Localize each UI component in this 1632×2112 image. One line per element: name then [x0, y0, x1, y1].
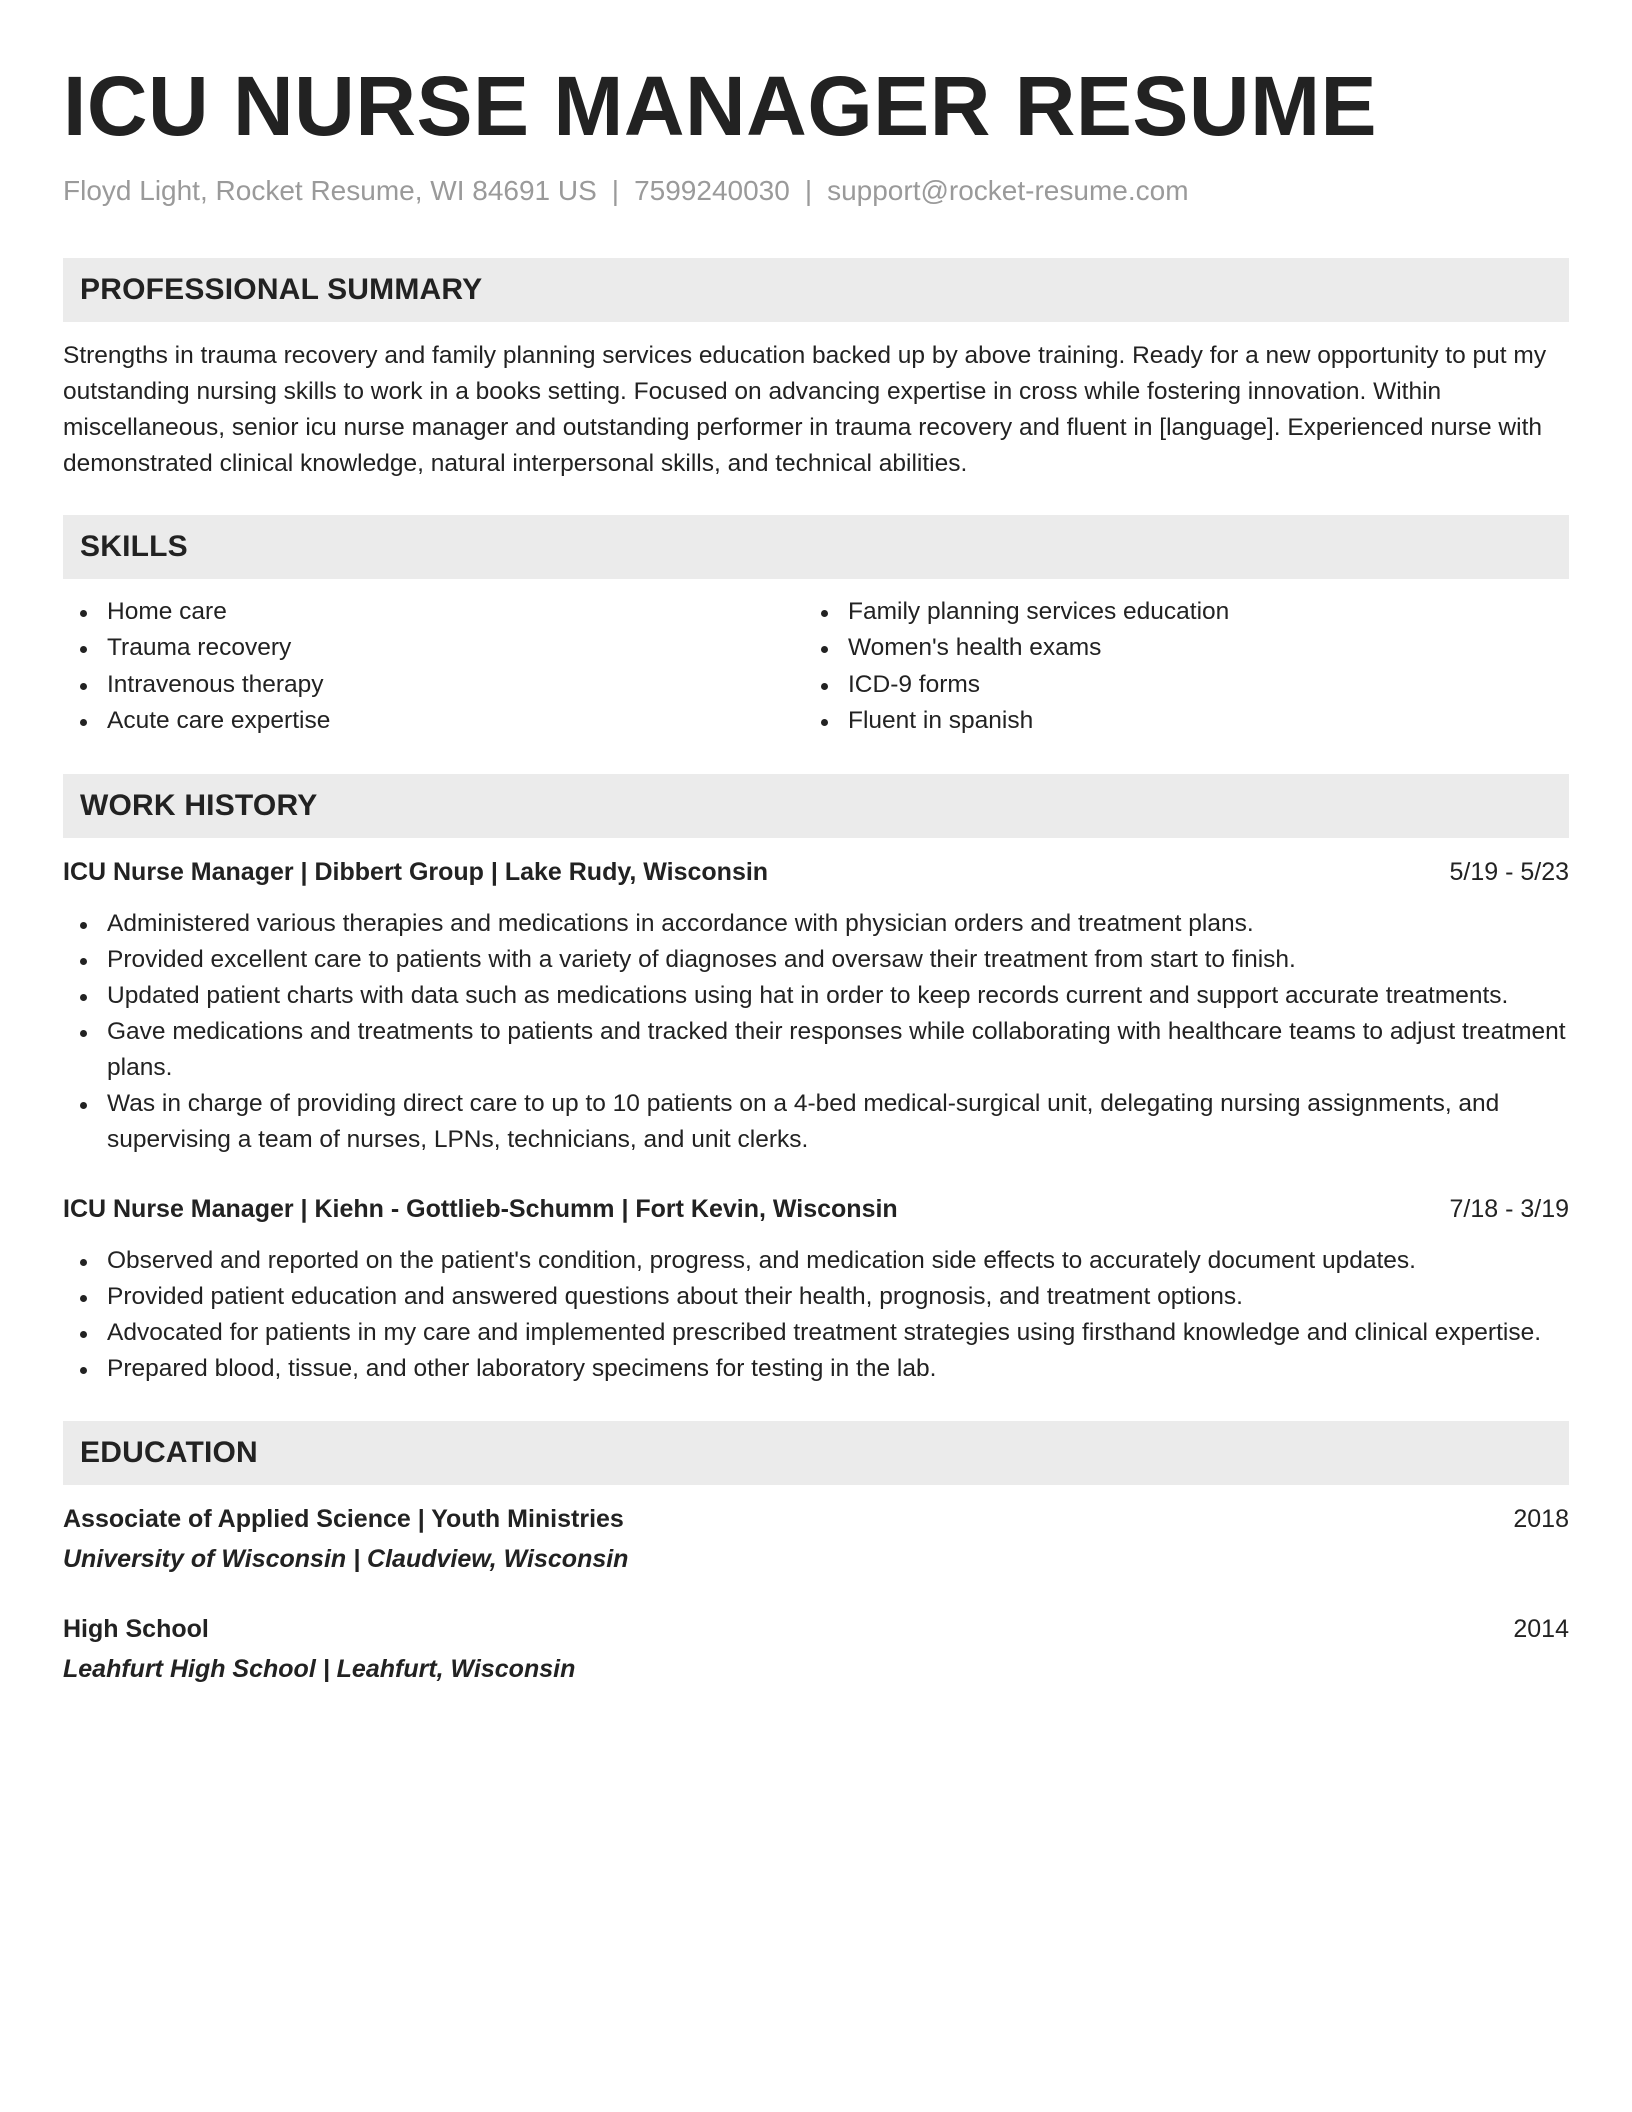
skill-item: Trauma recovery: [63, 630, 804, 667]
skill-item: ICD-9 forms: [804, 667, 1545, 704]
job-bullet: Provided excellent care to patients with a variety of diagnoses and oversaw their treatment from start to finish.: [63, 942, 1569, 978]
contact-address: Floyd Light, Rocket Resume, WI 84691 US: [63, 175, 597, 206]
education-school: Leahfurt High School | Leahfurt, Wisconsin: [63, 1654, 576, 1683]
skill-item: Acute care expertise: [63, 703, 804, 740]
skills-list: [63, 594, 1569, 740]
summary-text: Strengths in trauma recovery and family planning services education backed up by above training. Ready for a new opportunity to put my outstanding nursing skills to work in a books setting. Focused on advancing expertise in cross while fostering innovation. Within miscellaneous, senior icu nurse manager and outstanding performer in trauma recovery and fluent in [language]. Experienced nurse with demonstrated clinical knowledge, natural interpersonal skills, and technical abilities.: [63, 341, 1547, 477]
job-bullet: Observed and reported on the patient's condition, progress, and medication side effects to accurately document updates.: [63, 1243, 1569, 1279]
skill-item: Fluent in spanish: [804, 703, 1545, 740]
job-title: ICU Nurse Manager | Kiehn - Gottlieb-Schumm | Fort Kevin, Wisconsin: [63, 1194, 898, 1223]
contact-separator: |: [611, 175, 620, 206]
skill-item: Intravenous therapy: [63, 667, 804, 704]
job-dates: 7/18 - 3/19: [1449, 1194, 1569, 1223]
skill-item: Home care: [63, 594, 804, 631]
education-entry: [63, 1501, 1569, 1577]
job-bullet: Prepared blood, tissue, and other laboratory specimens for testing in the lab.: [63, 1351, 1569, 1387]
skills-column-left: [63, 594, 804, 740]
job-bullets: [63, 1243, 1569, 1387]
job-header: [63, 854, 1569, 890]
job-bullets: [63, 906, 1569, 1158]
job-bullet: Gave medications and treatments to patients and tracked their responses while collaborating with healthcare teams to adjust treatment plans.: [63, 1014, 1569, 1086]
skills-column-right: [804, 594, 1545, 740]
job-bullet: Advocated for patients in my care and implemented prescribed treatment strategies using firsthand knowledge and clinical expertise.: [63, 1315, 1569, 1351]
contact-phone: 7599240030: [634, 175, 790, 206]
education-year: 2014: [1513, 1614, 1569, 1643]
section-header-skills: SKILLS: [63, 515, 1569, 579]
job-entry: [63, 1191, 1569, 1387]
education-school: University of Wisconsin | Claudview, Wisconsin: [63, 1544, 629, 1573]
education-header: [63, 1501, 1569, 1537]
section-header-education: EDUCATION: [63, 1421, 1569, 1485]
contact-line: [63, 174, 1569, 208]
section-header-work-history: WORK HISTORY: [63, 774, 1569, 838]
job-entry: [63, 854, 1569, 1158]
education-header: [63, 1611, 1569, 1647]
education-degree: High School: [63, 1614, 209, 1643]
job-bullet: Provided patient education and answered questions about their health, prognosis, and treatment options.: [63, 1279, 1569, 1315]
job-bullet: Administered various therapies and medications in accordance with physician orders and treatment plans.: [63, 906, 1569, 942]
education-degree: Associate of Applied Science | Youth Ministries: [63, 1504, 624, 1533]
section-header-summary: PROFESSIONAL SUMMARY: [63, 258, 1569, 322]
job-title: ICU Nurse Manager | Dibbert Group | Lake Rudy, Wisconsin: [63, 857, 769, 886]
job-bullet: Updated patient charts with data such as medications using hat in order to keep records current and support accurate treatments.: [63, 978, 1569, 1014]
contact-separator: |: [804, 175, 813, 206]
education-year: 2018: [1513, 1504, 1569, 1533]
job-dates: 5/19 - 5/23: [1449, 857, 1569, 886]
job-bullet: Was in charge of providing direct care to up to 10 patients on a 4-bed medical-surgical unit, delegating nursing assignments, and supervising a team of nurses, LPNs, technicians, and unit clerks.: [63, 1086, 1569, 1158]
job-header: [63, 1191, 1569, 1227]
resume-title: ICU NURSE MANAGER RESUME: [63, 59, 1378, 153]
skill-item: Women's health exams: [804, 630, 1545, 667]
contact-email: support@rocket-resume.com: [827, 175, 1189, 206]
education-entry: [63, 1611, 1569, 1687]
skill-item: Family planning services education: [804, 594, 1545, 631]
